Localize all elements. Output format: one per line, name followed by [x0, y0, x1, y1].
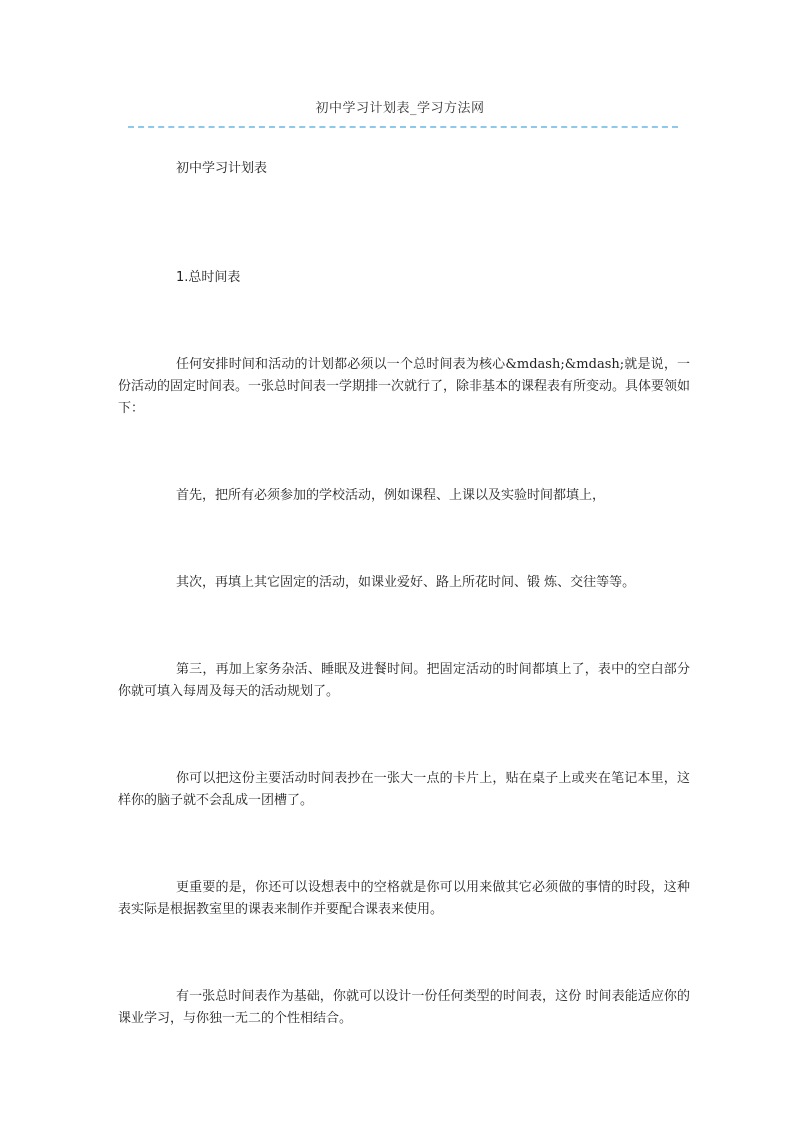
document-body: [118, 158, 690, 1030]
paragraph: 有一张总时间表作为基础，你就可以设计一份任何类型的时间表，这份 时间表能适应你的课业学习，与你独一无二的个性相结合。: [118, 989, 690, 1026]
paragraph: 你可以把这份主要活动时间表抄在一张大一点的卡片上，贴在桌子上或夹在笔记本里，这样你的脑子就不会乱成一团槽了。: [118, 771, 690, 808]
header-divider: [128, 126, 678, 128]
paragraph: 第三，再加上家务杂活、睡眠及进餐时间。把固定活动的时间都填上了，表中的空白部分你就可填入每周及每天的活动规划了。: [118, 662, 690, 699]
paragraph: 首先，把所有必须参加的学校活动，例如课程、上课以及实验时间都填上，: [176, 488, 606, 503]
page-header-title: 初中学习计划表_学习方法网: [315, 101, 485, 116]
document-title: 初中学习计划表: [176, 161, 268, 176]
section-heading: 1.总时间表: [176, 270, 241, 285]
paragraph: 更重要的是，你还可以设想表中的空格就是你可以用来做其它必须做的事情的时段，这种表实际是根据教室里的课表来制作并要配合课表来使用。: [118, 880, 690, 917]
paragraph: 其次，再填上其它固定的活动，如课业爱好、路上所花时间、锻 炼、交往等等。: [176, 575, 636, 590]
paragraph: 任何安排时间和活动的计划都必须以一个总时间表为核心&mdash;&mdash;就是说，一份活动的固定时间表。一张总时间表一学期排一次就行了，除非基本的课程表有所变动。具体要领如下：: [118, 357, 691, 416]
